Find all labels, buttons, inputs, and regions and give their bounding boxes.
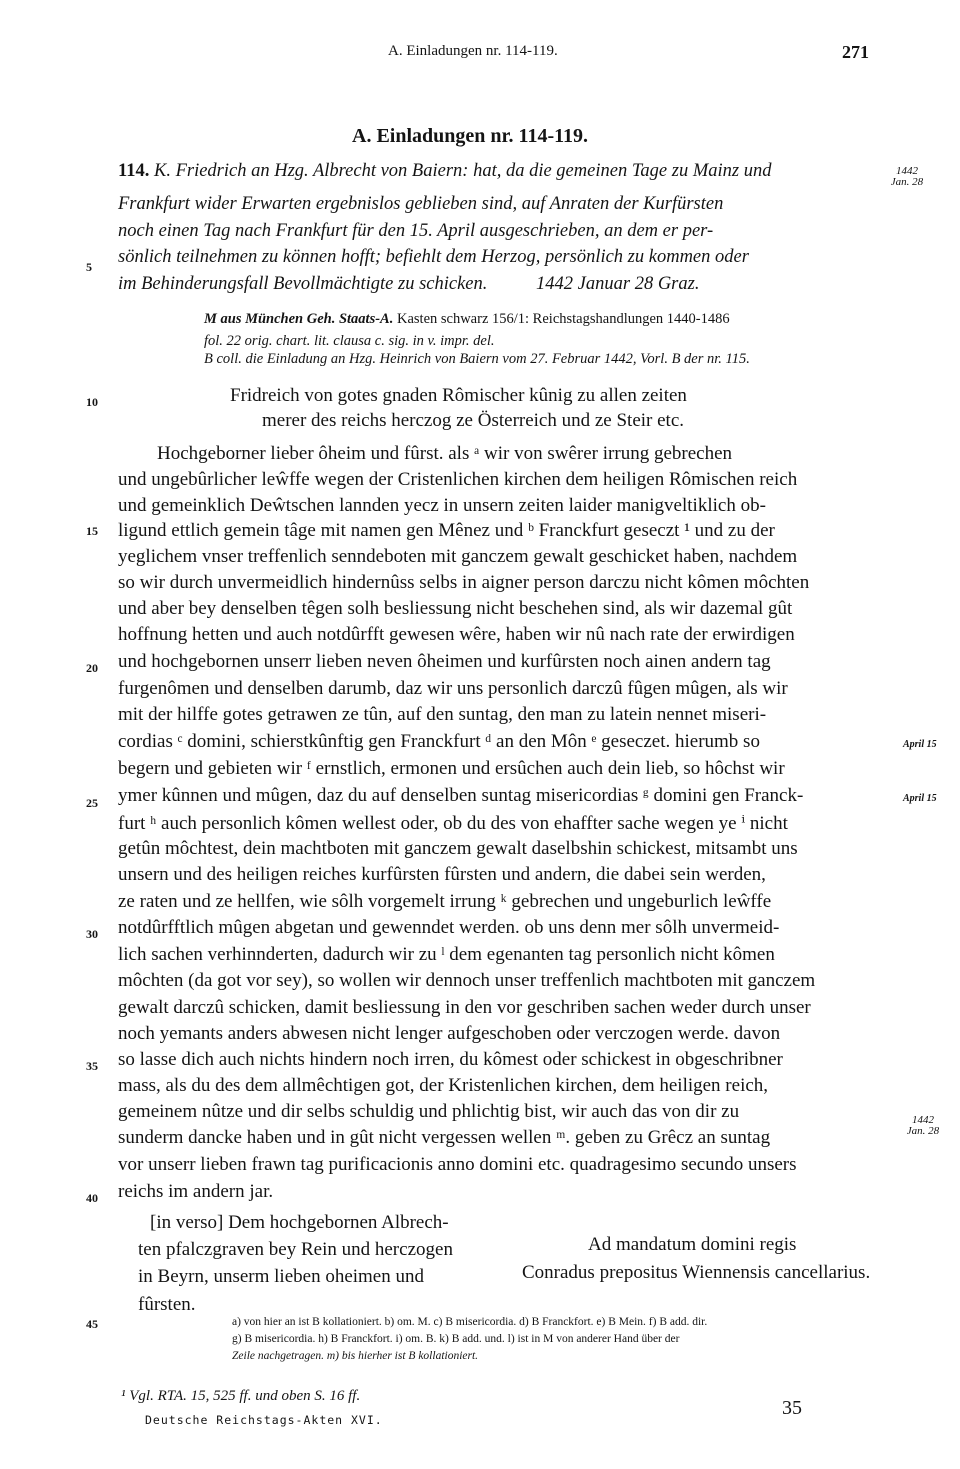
margin-year-closing: 1442	[912, 1114, 934, 1126]
text-line-1: Fridreich von gotes gnaden Rômischer kûnig zu allen zeiten	[230, 385, 687, 406]
text-line-26: so lasse dich auch nichts hindern noch irren, du kômest oder schickest in obgeschribner	[118, 1049, 783, 1070]
text-line-7: yeglichem vnser treffenlich senndeboten mit ganczem gewalt geschicket haben, nachdem	[118, 546, 798, 567]
footnote-line-2: g) B misericordia. h) B Franckfort. i) om. B. k) B add. und. l) ist in M von anderer Hand über der	[232, 1333, 680, 1345]
regest-line-4: sönlich teilnehmen zu können hofft; befiehlt dem Herzog, persönlich zu kommen oder	[118, 247, 749, 267]
address-line-3: in Beyrn, unserm lieben oheimen und	[138, 1266, 424, 1287]
text-line-28: gemeinem nûtze und dir selbs schuldig und phlichtig bist, wir auch das von dir zu	[118, 1101, 740, 1122]
source-line-1	[204, 311, 730, 328]
text-line-31: reichs im andern jar.	[118, 1181, 274, 1202]
text-line-12: furgenômen und denselben darumb, daz wir uns personlich darczû fûgen mûgen, als wir	[118, 678, 788, 699]
text-line-21: notdûrfftlich mûgen abgetan und gewenndet werden. ob uns denn mer sôlh unvermeid-	[118, 917, 780, 938]
regest-text-end: im Behinderungsfall Bevollmächtigte zu schicken.	[118, 274, 488, 294]
line-number-20: 20	[86, 661, 98, 675]
text-line-8: so wir durch unvermeidlich hindernûss selbs in aigner person darczu nicht kômen môchten	[118, 572, 810, 593]
reference-footnote: ¹ Vgl. RTA. 15, 525 ff. und oben S. 16 ff.	[121, 1388, 361, 1404]
text-line-19: unsern und des heiligen reiches kurfûrsten fûrsten und andern, die dabei sein werden,	[118, 864, 766, 885]
text-line-17: furt ʰ auch personlich kômen wellest oder, ob du des von ehaffter sache wegen ye ⁱ nicht	[118, 813, 788, 834]
text-line-23: môchten (da got vor sey), so wollen wir dennoch unser treffenlich machtboten mit ganczem	[118, 970, 816, 991]
line-number-30: 30	[86, 927, 98, 941]
line-number-25: 25	[86, 796, 98, 810]
source-line-2: fol. 22 orig. chart. lit. clausa c. sig. in v. impr. del.	[204, 333, 495, 349]
margin-note-april-1: April 15	[903, 739, 937, 750]
regest-line-1	[118, 161, 771, 182]
margin-date-closing	[900, 1115, 946, 1137]
source-archive: Kasten schwarz 156/1: Reichstagshandlungen 1440-1486	[396, 311, 730, 327]
margin-day: Jan. 28	[890, 176, 924, 188]
text-line-24: gewalt darczû schicken, damit besliessung in den vor geschriben sachen weder durch unser	[118, 997, 811, 1018]
regest-line-3: noch einen Tag nach Frankfurt für den 15. April ausgeschrieben, an dem er per-	[118, 221, 714, 241]
text-line-15: begern und gebieten wir ᶠ ernstlich, ermonen und ersûchen auch dein lieb, so hôchst wir	[118, 758, 785, 779]
margin-note-april-2: April 15	[903, 793, 937, 804]
line-number-5: 5	[86, 260, 92, 274]
running-title: A. Einladungen nr. 114-119.	[388, 43, 558, 59]
regest-line-5	[118, 274, 699, 295]
text-line-4: und ungebûrlicher leŵffe wegen der Cristenlichen kirchen dem heiligen Rômischen reich	[118, 469, 798, 490]
text-line-11: und hochgebornen unserr lieben neven ôheimen und kurfûrsten noch ainen andern tag	[118, 651, 771, 672]
subscription-line-1: Ad mandatum domini regis	[588, 1234, 797, 1255]
text-line-2: merer des reichs herczog ze Österreich und ze Steir etc.	[262, 410, 685, 431]
margin-year: 1442	[896, 165, 918, 177]
regest-date-place: 1442 Januar 28 Graz.	[536, 274, 700, 294]
text-line-9: und aber bey denselben têgen solh besliessung nicht beschehen sind, als wir dazemal gût	[118, 598, 793, 619]
regest-number: 114.	[118, 161, 150, 181]
subscription-line-2: Conradus prepositus Wiennensis cancellarius.	[522, 1262, 871, 1283]
address-line-4: fûrsten.	[138, 1294, 196, 1315]
text-line-27: mass, als du des dem allmêchtigen got, der Kristenlichen kirchen, dem heiligen reich,	[118, 1075, 769, 1096]
line-number-40: 40	[86, 1191, 98, 1205]
text-line-25: noch yemants anders abwesen nicht lenger aufgeschoben oder verczogen werde. davon	[118, 1023, 781, 1044]
footnote-line-3: Zeile nachgetragen. m) bis hierher ist B kollationiert.	[232, 1350, 479, 1362]
text-line-29: sunderm dancke haben und in gût nicht vergessen wellen ᵐ. geben zu Grêcz an suntag	[118, 1127, 771, 1148]
text-line-13: mit der hilffe gotes getrawen ze tûn, auf den suntag, den man zu latein nennet miseri-	[118, 704, 767, 725]
line-number-45: 45	[86, 1317, 98, 1331]
text-line-20: ze raten und ze hellfen, wie sôlh vorgemelt irrung ᵏ gebrechen und ungeburlich leŵffe	[118, 891, 772, 912]
text-line-22: lich sachen verhinnderten, dadurch wir zu ˡ dem egenanten tag personlich nicht kômen	[118, 944, 775, 965]
line-number-10: 10	[86, 395, 98, 409]
margin-day-closing: Jan. 28	[906, 1125, 940, 1137]
text-line-14: cordias ᶜ domini, schierstkûnftig gen Franckfurt ᵈ an den Môn ᵉ geseczet. hierumb so	[118, 731, 760, 752]
text-line-3: Hochgeborner lieber ôheim und fûrst. als ᵃ wir von swêrer irrung gebrechen	[157, 443, 733, 464]
source-siglum: M aus München Geh. Staats-A.	[204, 311, 394, 327]
margin-date-regest	[885, 166, 929, 188]
text-line-10: hoffnung hetten und auch notdûrfft gewesen wêre, haben wir nû nach rate der erwirdigen	[118, 624, 795, 645]
line-number-15: 15	[86, 524, 98, 538]
signature-mark: 35	[782, 1397, 802, 1419]
footnote-line-1: a) von hier an ist B kollationiert. b) om. M. c) B misericordia. d) B Franckfort. e) B Mein. f) B add. dir.	[232, 1316, 708, 1328]
page-number: 271	[842, 42, 869, 62]
section-title: A. Einladungen nr. 114-119.	[352, 125, 589, 147]
text-line-5: und gemeinklich Deŵtschen lannden yecz in unsern zeiten laider manigveltiklich ob-	[118, 495, 766, 516]
text-line-6: ligund ettlich gemein tâge mit namen gen Mênez und ᵇ Franckfurt geseczt ¹ und zu der	[118, 520, 775, 541]
address-line-1: [in verso] Dem hochgebornen Albrech-	[150, 1212, 449, 1233]
address-line-2: ten pfalczgraven bey Rein und herczogen	[138, 1239, 453, 1260]
imprint-line: Deutsche Reichstags-Akten XVI.	[145, 1413, 383, 1427]
regest-line-2: Frankfurt wider Erwarten ergebnislos geblieben sind, auf Anraten der Kurfürsten	[118, 194, 724, 214]
text-line-30: vor unserr lieben frawn tag purificacionis anno domini etc. quadragesimo secundo unsers	[118, 1154, 797, 1175]
regest-text: K. Friedrich an Hzg. Albrecht von Baiern: hat, da die gemeinen Tage zu Mainz und	[153, 161, 772, 181]
text-line-16: ymer kûnnen und mûgen, daz du auf denselben suntag misericordias ᵍ domini gen Franck-	[118, 785, 804, 806]
source-line-3: B coll. die Einladung an Hzg. Heinrich von Baiern vom 27. Februar 1442, Vorl. B der nr. 115.	[204, 351, 750, 367]
text-line-18: getûn môchtest, dein machtboten mit ganczem gewalt daselbshin schickest, mitsambt uns	[118, 838, 798, 859]
line-number-35: 35	[86, 1059, 98, 1073]
